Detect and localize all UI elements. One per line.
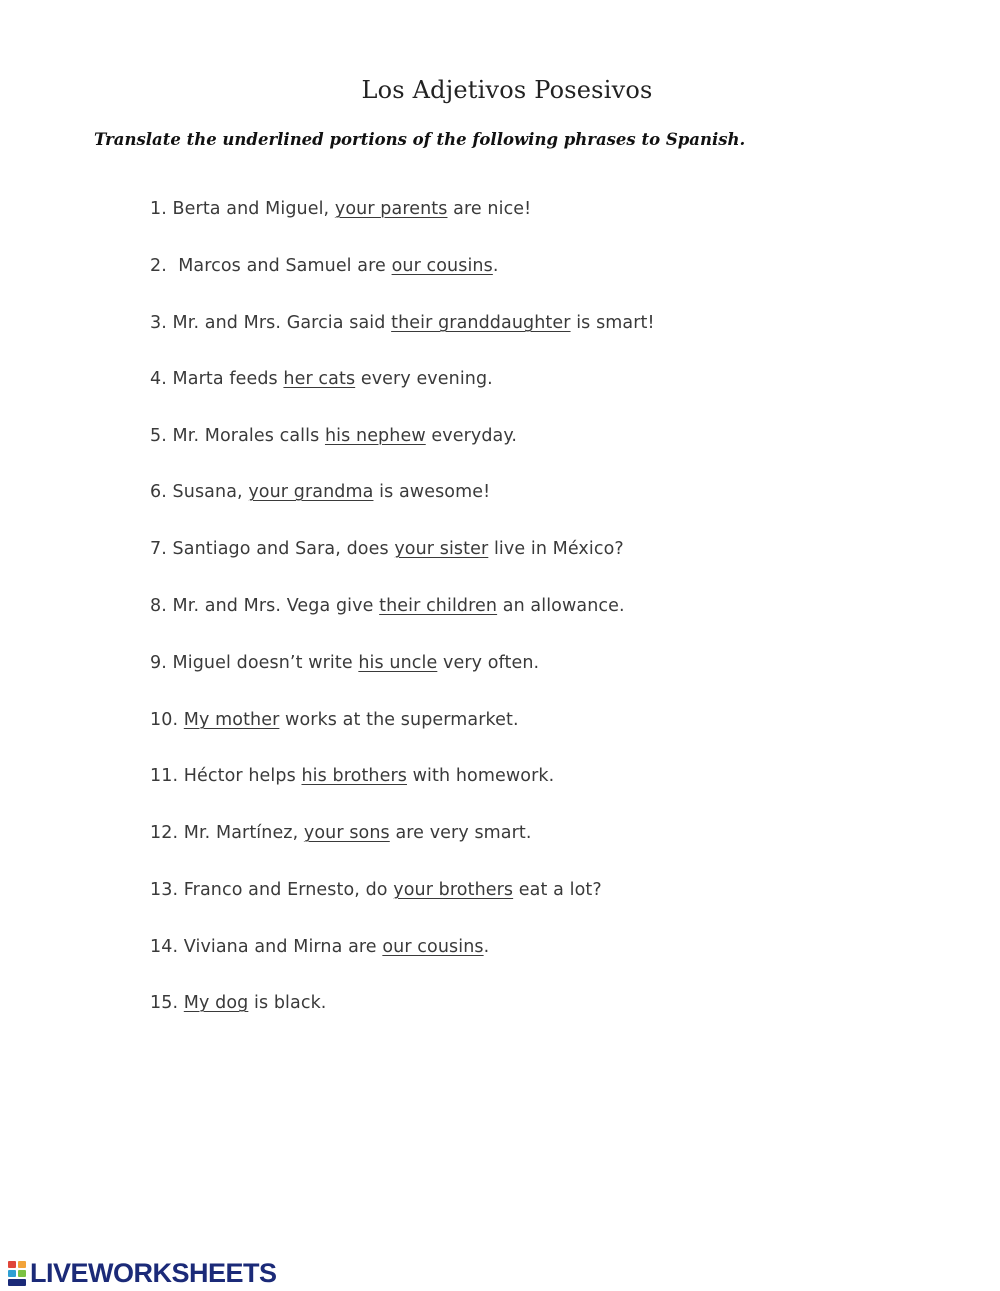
item-text-after: with homework. [406,766,555,786]
page-title: Los Adjetivos Posesivos [361,76,653,104]
logo-block-green [18,1270,26,1277]
item-text-after: an allowance. [497,596,625,616]
underlined-phrase: his nephew [324,426,426,446]
liveworksheets-logo [8,1258,277,1288]
item-text-before: 2. Marcos and Samuel are [150,256,392,276]
item-text-after: is black. [248,993,327,1013]
list-item [150,880,602,900]
list-item [150,710,519,730]
underlined-phrase: your sons [303,823,390,843]
list-item [150,993,326,1013]
list-item [150,766,554,786]
list-item [150,653,539,673]
item-text-before: 14. Viviana and Mirna are [150,937,383,957]
list-item [150,937,489,957]
underlined-phrase: our cousins [382,937,484,957]
item-text-before: 10. [150,710,184,730]
underlined-phrase: their granddaughter [391,313,571,333]
underlined-phrase: her cats [283,369,356,389]
item-text-after: works at the supermarket. [279,710,519,730]
item-text-before: 15. [150,993,184,1013]
item-text-after: are nice! [447,199,532,219]
underlined-phrase: his brothers [301,766,407,786]
list-item [150,256,499,276]
item-text-before: 6. Susana, [150,482,249,502]
item-text-before: 5. Mr. Morales calls [150,426,325,446]
underlined-phrase: My dog [183,993,249,1013]
list-item [150,426,517,446]
list-item [150,596,625,616]
item-text-before: 7. Santiago and Sara, does [150,539,395,559]
list-item [150,199,531,219]
underlined-phrase: your brothers [393,880,514,900]
item-text-after: eat a lot? [513,880,602,900]
underlined-phrase: their children [379,596,498,616]
item-text-before: 12. Mr. Martínez, [150,823,304,843]
item-text-after: very often. [437,653,540,673]
underlined-phrase: My mother [183,710,280,730]
liveworksheets-logo-icon [8,1261,27,1286]
underlined-phrase: your grandma [248,482,374,502]
item-text-before: 1. Berta and Miguel, [150,199,335,219]
logo-block-blue [8,1279,26,1286]
item-text-after: is smart! [570,313,655,333]
instructions: Translate the underlined portions of the following phrases to Spanish. [94,130,746,149]
list-item [150,313,655,333]
underlined-phrase: your sister [394,539,489,559]
item-text-before: 9. Miguel doesn’t write [150,653,359,673]
underlined-phrase: your parents [334,199,448,219]
item-text-after: . [492,256,499,276]
list-item [150,482,490,502]
underlined-phrase: our cousins [391,256,493,276]
logo-text: LIVEWORKSHEETS [30,1257,277,1288]
list-item [150,539,624,559]
list-item [150,823,532,843]
logo-block-orange [18,1261,26,1268]
item-text-after: . [483,937,490,957]
item-text-after: live in México? [488,539,624,559]
logo-block-teal [8,1270,16,1277]
list-item [150,369,493,389]
logo-block-red [8,1261,16,1268]
item-text-before: 4. Marta feeds [150,369,284,389]
item-text-after: everyday. [425,426,518,446]
item-text-after: are very smart. [389,823,532,843]
item-text-before: 11. Héctor helps [150,766,302,786]
item-text-before: 13. Franco and Ernesto, do [150,880,394,900]
item-text-before: 3. Mr. and Mrs. Garcia said [150,313,392,333]
item-text-before: 8. Mr. and Mrs. Vega give [150,596,380,616]
item-text-after: is awesome! [373,482,491,502]
underlined-phrase: his uncle [358,653,438,673]
item-text-after: every evening. [355,369,493,389]
